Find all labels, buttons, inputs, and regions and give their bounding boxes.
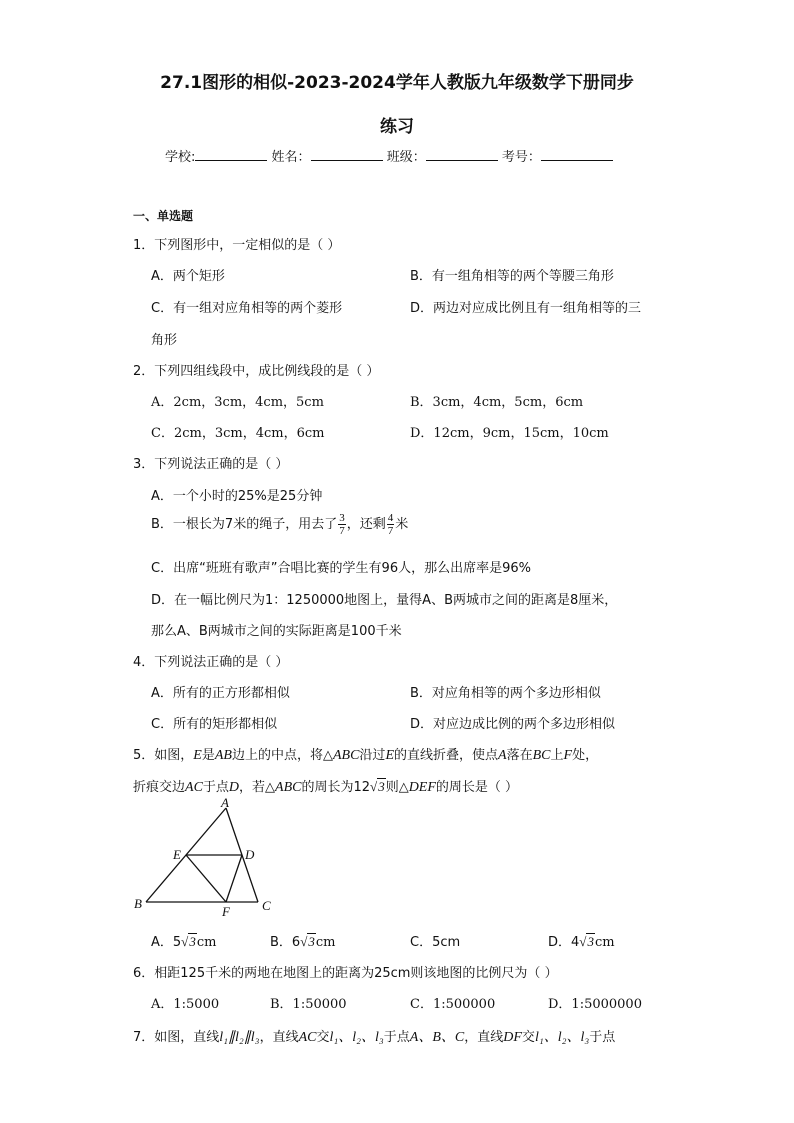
q4-option-b[interactable]: B．对应角相等的两个多边形相似: [410, 686, 601, 701]
label-b: B: [134, 896, 142, 911]
radicand: 3: [587, 934, 594, 949]
text: 是: [201, 748, 215, 763]
text: 交: [521, 1030, 535, 1045]
q6-stem: 6．相距125千米的两地在地图上的距离为25cm则该地图的比例尺为（ ）: [133, 966, 558, 981]
var-ab: AB: [214, 748, 232, 763]
var-f: F: [563, 748, 573, 763]
text: D．4: [548, 935, 580, 950]
exam-no-blank[interactable]: [541, 148, 613, 161]
q5-option-d[interactable]: [548, 931, 615, 950]
text: 处，: [572, 748, 599, 763]
text: 沿过: [359, 748, 386, 763]
var-d: D: [228, 780, 240, 795]
text: ，直线: [259, 1030, 299, 1045]
var-abc: ABC: [275, 780, 302, 795]
q1-option-d-continued: 角形: [151, 333, 178, 348]
exam-no-label: 考号：: [501, 150, 541, 165]
var-e: E: [193, 748, 202, 763]
sqrt-expression: √3: [181, 934, 196, 949]
var-bc: BC: [532, 748, 551, 763]
text: 交: [316, 1030, 330, 1045]
q4-option-d[interactable]: D．对应边成比例的两个多边形相似: [410, 717, 616, 732]
q2-stem: 2．下列四组线段中，成比例线段的是（ ）: [133, 364, 380, 379]
fraction-denominator: 7: [339, 525, 345, 537]
label-f: F: [222, 904, 230, 918]
q3-option-a[interactable]: A．一个小时的25%是25分钟: [151, 489, 323, 504]
text: 的直线折叠，使点: [394, 748, 499, 763]
label-a: A: [221, 798, 229, 810]
segment-ef: [186, 855, 226, 902]
q2-option-b[interactable]: B．3cm，4cm，5cm，6cm: [410, 395, 584, 410]
q2-option-c[interactable]: C．2cm，3cm，4cm，6cm: [151, 426, 325, 441]
var-abc: ABC: [332, 748, 360, 763]
unit: cm: [315, 935, 336, 950]
radicand: 3: [378, 779, 385, 794]
q6-option-a[interactable]: A．1:5000: [151, 997, 220, 1012]
q3-b-text-3: 米: [395, 517, 409, 532]
fraction-3-7: [338, 512, 346, 537]
q5-stem-line-2: [133, 776, 518, 796]
var-ac: AC: [185, 780, 203, 795]
text: 的周长为12: [301, 780, 371, 795]
q3-option-d[interactable]: D．在一幅比例尺为1：1250000地图上，量得A、B两城市之间的距离是8厘米，: [151, 593, 618, 608]
q3-b-text-1: B．一根长为7米的绳子，用去了: [151, 517, 338, 532]
label-c: C: [262, 898, 271, 913]
text: 5．如图，: [133, 748, 194, 763]
name-blank[interactable]: [311, 148, 383, 161]
q5-option-b[interactable]: [270, 931, 335, 950]
segment-df: [226, 855, 242, 902]
school-blank[interactable]: [195, 148, 267, 161]
var-ac: AC: [298, 1030, 317, 1045]
q1-option-a[interactable]: A．两个矩形: [151, 269, 225, 284]
q3-option-d-continued: 那么A、B两城市之间的实际距离是100千米: [151, 624, 402, 639]
section-title: 一、单选题: [133, 209, 194, 223]
text: 于点: [589, 1030, 616, 1045]
q4-option-c[interactable]: C．所有的矩形都相似: [151, 717, 278, 732]
q7-stem: [133, 1026, 615, 1046]
var-parallel-lines: l₁∥l₂∥l₃: [219, 1030, 260, 1045]
triangle-figure: [130, 798, 280, 918]
q1-option-c[interactable]: C．有一组对应角相等的两个菱形: [151, 301, 343, 316]
q3-option-b[interactable]: [151, 512, 408, 537]
text: 于点: [383, 1030, 410, 1045]
var-a: A: [498, 748, 507, 763]
sqrt-expression: √3: [370, 779, 385, 794]
student-info-row: [165, 146, 613, 165]
title-line-2: 练习: [380, 117, 414, 137]
q3-b-text-2: ，还剩: [346, 517, 386, 532]
var-lines: l₁、l₂、l₃: [534, 1030, 590, 1045]
q4-option-a[interactable]: A．所有的正方形都相似: [151, 686, 290, 701]
fraction-4-7: [387, 512, 395, 537]
unit: cm: [196, 935, 217, 950]
class-blank[interactable]: [426, 148, 498, 161]
q1-stem: 1．下列图形中，一定相似的是（ ）: [133, 238, 341, 253]
text: B．6: [270, 935, 301, 950]
fraction-numerator: 4: [387, 512, 394, 524]
text: ，若△: [239, 780, 276, 795]
title-line-1: 27.1图形的相似-2023-2024学年人教版九年级数学下册同步: [160, 73, 634, 93]
unit: cm: [594, 935, 615, 950]
label-d: D: [245, 847, 255, 862]
var-def: DEF: [408, 780, 436, 795]
class-label: 班级：: [386, 150, 426, 165]
fraction-numerator: 3: [339, 512, 345, 524]
text: 落在: [506, 748, 533, 763]
radicand: 3: [189, 934, 196, 949]
school-label: 学校:: [165, 150, 196, 165]
label-e: E: [173, 847, 181, 862]
text: 7．如图，直线: [133, 1030, 220, 1045]
var-e: E: [385, 748, 394, 763]
q2-option-a[interactable]: A．2cm，3cm，4cm，5cm: [151, 395, 324, 410]
text: 边上的中点，将△: [231, 748, 333, 763]
q4-stem: 4．下列说法正确的是（ ）: [133, 655, 289, 670]
sqrt-expression: √3: [579, 934, 594, 949]
q6-option-d[interactable]: D．1:5000000: [548, 997, 642, 1012]
q5-option-c[interactable]: C．5cm: [410, 935, 461, 950]
text: A．5: [151, 935, 182, 950]
text: 于点: [202, 780, 229, 795]
fraction-denominator: 7: [387, 525, 394, 537]
q5-option-a[interactable]: [151, 931, 216, 950]
text: 的周长是（ ）: [435, 780, 519, 795]
q1-option-b[interactable]: B．有一组角相等的两个等腰三角形: [410, 269, 614, 284]
q5-stem-line-1: [133, 744, 598, 764]
var-lines: l₁、l₂、l₃: [329, 1030, 384, 1045]
q6-option-c[interactable]: C．1:500000: [410, 997, 496, 1012]
text: 折痕交边: [133, 780, 186, 795]
name-label: 姓名：: [271, 150, 311, 165]
text: 上: [550, 748, 564, 763]
text: 则△: [385, 780, 409, 795]
q6-option-b[interactable]: B．1:50000: [270, 997, 347, 1012]
sqrt-expression: √3: [300, 934, 315, 949]
var-points: A、B、C: [409, 1030, 465, 1045]
q1-option-d[interactable]: D．两边对应成比例且有一组角相等的三: [410, 301, 642, 316]
q3-option-c[interactable]: C．出席“班班有歌声”合唱比赛的学生有96人，那么出席率是96%: [151, 561, 531, 576]
text: ，直线: [464, 1030, 504, 1045]
q3-stem: 3．下列说法正确的是（ ）: [133, 457, 289, 472]
var-df: DF: [503, 1030, 522, 1045]
q2-option-d[interactable]: D．12cm，9cm，15cm，10cm: [410, 426, 609, 441]
radicand: 3: [308, 934, 315, 949]
